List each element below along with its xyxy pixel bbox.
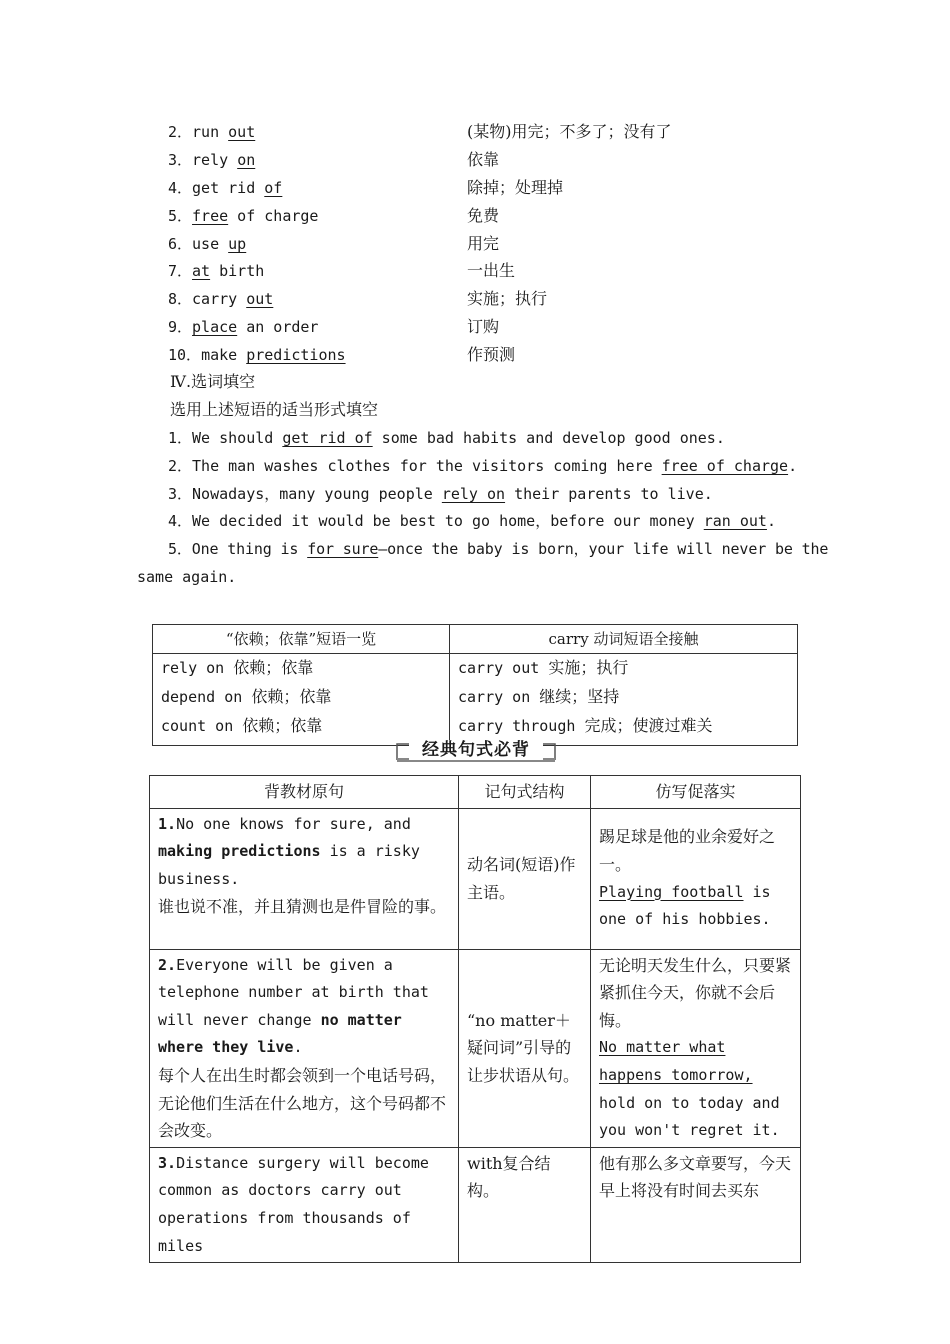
table-header: 记句式结构	[459, 776, 591, 809]
imitation: 无论明天发生什么，只要紧紧抓住今天，你就不会后悔。 No matter what happens tomorrow, hold on to today and you won't regret it.	[591, 949, 801, 1147]
phrase-item: 10．make predictions	[168, 346, 346, 364]
phrase-meaning: 作预测	[467, 345, 516, 364]
list-item: depend on 依赖；依靠	[161, 687, 332, 706]
table-header: 仿写促落实	[591, 776, 801, 809]
table-row	[150, 808, 801, 949]
structure-note: with复合结构。	[459, 1147, 591, 1262]
table-header: “依赖；依靠”短语一览	[153, 625, 450, 654]
banner-title: 经典句式必背	[422, 740, 530, 760]
phrase-item: 6．use up	[168, 235, 247, 253]
phrase-item: 3．rely on	[168, 151, 256, 169]
structure-note: “no matter＋疑问词”引导的让步状语从句。	[459, 949, 591, 1147]
phrase-summary-table	[152, 624, 798, 746]
table-header: 背教材原句	[150, 776, 459, 809]
section-banner	[395, 738, 557, 764]
table-cell	[450, 654, 798, 746]
original-sentence: 3.Distance surgery will become common as doctors carry out operations from thousands of miles	[150, 1147, 459, 1262]
list-item: carry through 完成；使渡过难关	[458, 716, 713, 735]
phrase-meaning: 一出生	[467, 261, 516, 280]
fill-item-continuation: same again.	[137, 568, 237, 586]
fill-item: 5．One thing is for sure—once the baby is born，your life will never be the	[168, 540, 829, 558]
phrase-meaning: 用完	[467, 234, 500, 253]
list-item: carry on 继续；坚持	[458, 687, 620, 706]
fill-item: 3．Nowadays，many young people rely on their parents to live.	[168, 485, 713, 503]
phrase-meaning: 免费	[467, 206, 500, 225]
structure-note: 动名词(短语)作主语。	[459, 808, 591, 949]
list-item: count on 依赖；依靠	[161, 716, 323, 735]
sentence-table	[149, 775, 801, 1263]
section-instruction: 选用上述短语的适当形式填空	[170, 400, 379, 419]
phrase-item: 8．carry out	[168, 290, 274, 308]
phrase-meaning: 订购	[467, 317, 500, 336]
phrase-item: 2．run out	[168, 123, 256, 141]
phrase-item: 5．free of charge	[168, 207, 319, 225]
phrase-item: 7．at birth	[168, 262, 265, 280]
phrase-meaning: 实施；执行	[467, 289, 548, 308]
table-row	[150, 1147, 801, 1262]
phrase-item: 4．get rid of	[168, 179, 283, 197]
phrase-meaning: 除掉；处理掉	[467, 178, 564, 197]
phrase-meaning: 依靠	[467, 150, 500, 169]
fill-item: 4．We decided it would be best to go home，before our money ran out.	[168, 512, 776, 530]
phrase-item: 9．place an order	[168, 318, 319, 336]
table-row	[150, 949, 801, 1147]
fill-item: 2．The man washes clothes for the visitors coming here free of charge.	[168, 457, 798, 475]
table-header: carry 动词短语全接触	[450, 625, 798, 654]
fill-item: 1．We should get rid of some bad habits and develop good ones.	[168, 429, 725, 447]
section-title: Ⅳ.选词填空	[170, 372, 256, 391]
original-sentence: 1.No one knows for sure, and making predictions is a risky business. 谁也说不准，并且猜测也是件冒险的事。	[150, 808, 459, 949]
list-item: carry out 实施；执行	[458, 658, 629, 677]
imitation: 他有那么多文章要写，今天早上将没有时间去买东	[591, 1147, 801, 1262]
table-cell	[153, 654, 450, 746]
list-item: rely on 依赖；依靠	[161, 658, 314, 677]
original-sentence: 2.Everyone will be given a telephone number at birth that will never change no matter where they live. 每个人在出生时都会领到一个电话号码，无论他们生活在什么地方，这个号码都不会改变。	[150, 949, 459, 1147]
phrase-meaning: (某物)用完；不多了；没有了	[467, 122, 672, 141]
imitation: 踢足球是他的业余爱好之一。 Playing football is one of his hobbies.	[591, 808, 801, 949]
